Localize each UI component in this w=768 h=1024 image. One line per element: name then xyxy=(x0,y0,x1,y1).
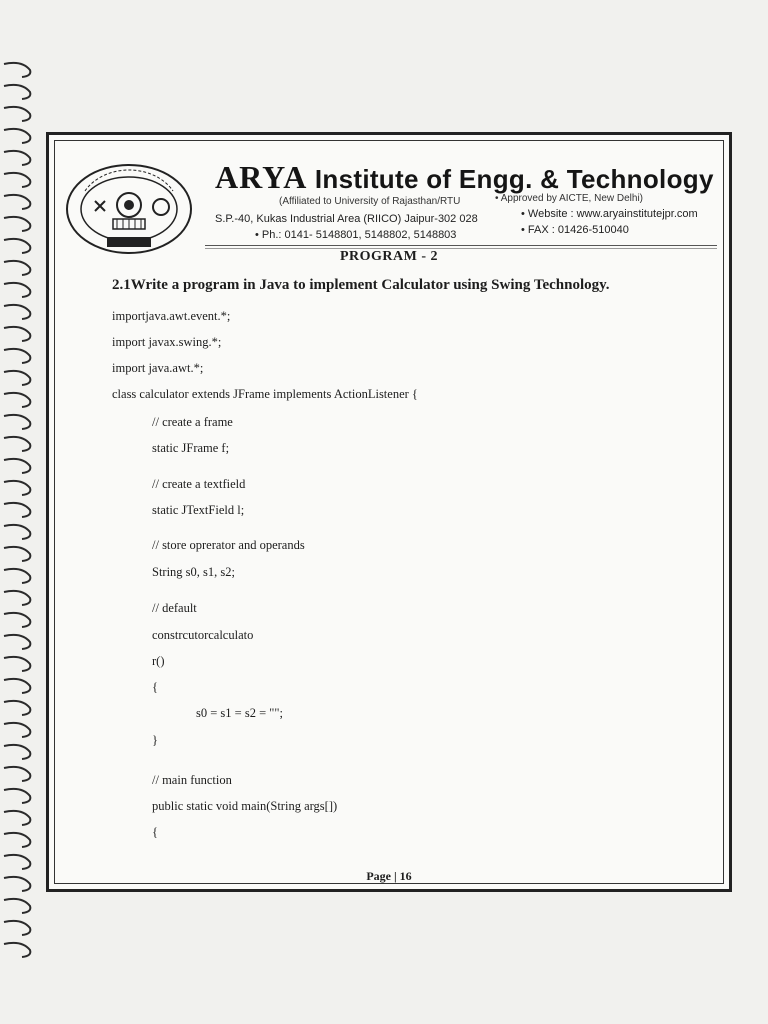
code-line: static JFrame f; xyxy=(152,441,230,455)
code-line: String s0, s1, s2; xyxy=(152,565,236,579)
header-divider xyxy=(205,245,717,246)
code-line: class calculator extends JFrame implements ActionListener { xyxy=(112,387,418,401)
code-line: s0 = s1 = s2 = ""; xyxy=(196,706,283,720)
page-number: Page | 16 xyxy=(366,869,412,883)
institute-name xyxy=(215,159,714,196)
address-text: S.P.-40, Kukas Industrial Area (RIICO) Jaipur-302 028 xyxy=(215,213,478,225)
code-line: import java.awt.*; xyxy=(112,361,204,375)
code-comment: // create a frame xyxy=(152,415,233,429)
question-heading: 2.1Write a program in Java to implement Calculator using Swing Technology. xyxy=(112,277,610,293)
code-line: importjava.awt.event.*; xyxy=(112,309,231,323)
code-comment: // create a textfield xyxy=(152,477,246,491)
code-line: } xyxy=(152,733,158,747)
phone-text: • Ph.: 0141- 5148801, 5148802, 5148803 xyxy=(255,229,457,241)
document-page xyxy=(46,132,732,892)
approval-label: Approved by AICTE, New Delhi) xyxy=(500,193,644,204)
website-text: • Website : www.aryainstitutejpr.com xyxy=(521,208,698,220)
institute-full-name: Institute of Engg. & Technology xyxy=(314,164,714,194)
page-inner-border xyxy=(54,140,724,884)
fax-text: • FAX : 01426-510040 xyxy=(521,224,629,236)
code-line: constrcutorcalculato xyxy=(152,628,254,642)
code-line: static JTextField l; xyxy=(152,503,245,517)
code-line: import javax.swing.*; xyxy=(112,335,222,349)
code-comment: // store oprerator and operands xyxy=(152,538,305,552)
code-line: r() xyxy=(152,654,165,668)
code-line: { xyxy=(152,680,158,694)
code-line: public static void main(String args[]) xyxy=(152,799,338,813)
spiral-binding xyxy=(0,60,40,960)
code-comment: // main function xyxy=(152,773,232,787)
program-title: PROGRAM - 2 xyxy=(339,249,439,264)
institute-short-name: ARYA xyxy=(215,159,308,195)
approval-text: • Approved by AICTE, New Delhi) xyxy=(495,193,644,204)
code-line: { xyxy=(152,825,158,839)
institute-seal-logo xyxy=(65,161,193,257)
code-comment: // default xyxy=(152,601,197,615)
affiliation-text: (Affiliated to University of Rajasthan/RTU xyxy=(279,196,461,207)
